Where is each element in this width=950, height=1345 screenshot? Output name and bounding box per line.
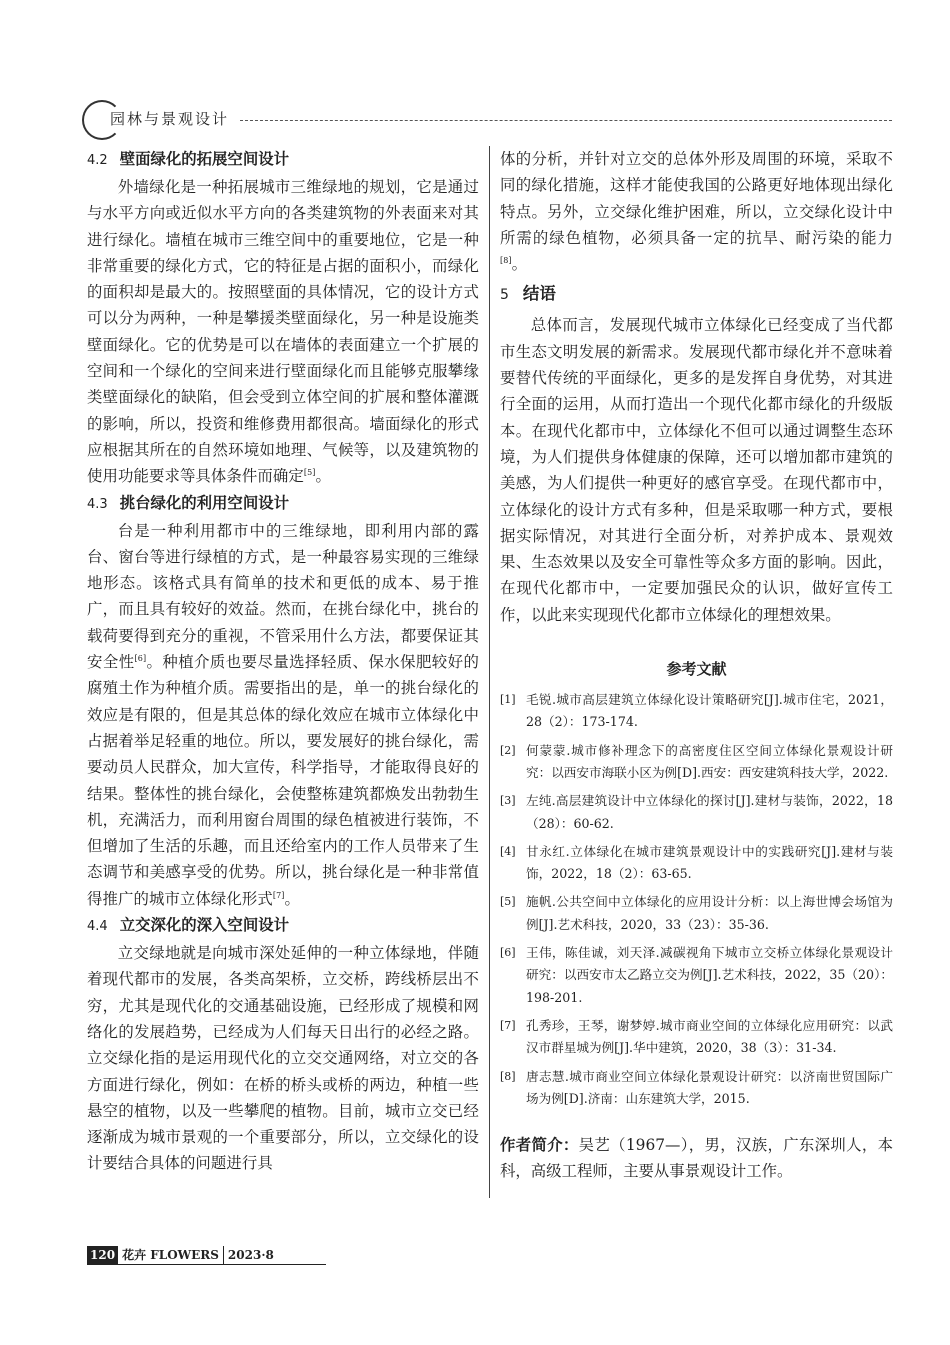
reference-item xyxy=(500,841,893,886)
references-title: 参考文献 xyxy=(666,660,727,679)
paragraph xyxy=(87,174,479,490)
reference-item xyxy=(500,740,893,785)
citation-mark: [8] xyxy=(500,256,512,266)
paragraph-end: 。 xyxy=(315,467,332,486)
reference-text: 唐志慧.城市商业空间立体绿化景观设计研究：以济南世贸国际广场为例[D].济南：山东建筑大学，2015. xyxy=(526,1068,893,1106)
paragraph-text: 外墙绿化是一种拓展城市三维绿地的规划，它是通过与水平方向或近似水平方向的各类建筑物的外表面来对其进行绿化。墙植在城市三维空间中的重要地位，它是一种非常重要的绿化方式，它的特征是占据的面积小，而绿化的面积却是最大的。按照壁面的具体情况，它的设计方式可以分为两种，一种是攀援类壁面绿化，另一种是设施类壁面绿化。它的优势是可以在墙体的表面建立一个扩展的空间和一个绿化的空间来进行壁面绿化而且能够克服攀缘类壁面绿化的缺陷，但会受到立体空间的扩展和整体灌溉的影响，所以，投资和维修费用都很高。墙面绿化的形式应根据其所在的自然环境如地理、气候等，以及建筑物的使用功能要求等具体条件而确定 xyxy=(87,178,479,486)
reference-text: 何蒙蒙.城市修补理念下的高密度住区空间立体绿化景观设计研究：以西安市海联小区为例[D].西安：西安建筑科技大学，2022. xyxy=(526,742,893,780)
reference-item xyxy=(500,689,893,734)
paragraph-end: 。 xyxy=(284,889,301,908)
paragraph-text: 台是一种利用都市中的三维绿地，即利用内部的露台、窗台等进行绿植的方式，是一种最容易实现的三维绿地形态。该格式具有简单的技术和更低的成本、易于推广，而且具有较好的效益。然而，在挑台绿化中，挑台的载荷要得到充分的重视，不管采用什么方法，都要保证其安全性 xyxy=(87,521,479,672)
section-number: 4.4 xyxy=(87,919,108,935)
reference-text: 毛锐.城市高层建筑立体绿化设计策略研究[J].城市住宅，2021，28（2）：173-174. xyxy=(526,692,893,730)
section-heading-5 xyxy=(500,277,893,312)
magazine-name: 花卉 FLOWERS xyxy=(118,1246,224,1264)
citation-mark: [6] xyxy=(134,653,147,663)
section-heading-4-3 xyxy=(87,490,479,518)
reference-number: [1] xyxy=(500,693,516,707)
reference-number: [7] xyxy=(500,1018,516,1032)
author-bio-text: 吴艺（1967—），男，汉族，广东深圳人，本科，高级工程师，主要从事景观设计工作。 xyxy=(500,1136,893,1181)
paragraph: 总体而言，发展现代城市立体绿化已经变成了当代都市生态文明发展的新需求。发展现代都市绿化并不意味着要替代传统的平面绿化，更多的是发挥自身优势，对其进行全面的运用，从而打造出一个现代化都市绿化的升级版本。在现代化都市中，立体绿化不但可以通过调整生态环境，为人们提供身体健康的保障，还可以增加都市建筑的美感，为人们提供一种更好的感官享受。在现代都市中，立体绿化的设计方式有多种，但是采取哪一种方式，要根据实际情况，对其进行全面分析，对养护成本、景观效果、生态效果以及安全可靠性等众多方面的影响。因此，在现代化都市中，一定要加强民众的认识，做好宣传工作，以此来实现现代化都市立体绿化的理想效果。 xyxy=(500,316,893,624)
reference-item xyxy=(500,891,893,936)
reference-item xyxy=(500,1015,893,1060)
section-heading-4-4 xyxy=(87,912,479,940)
paragraph-end: 。 xyxy=(511,255,528,274)
reference-item xyxy=(500,790,893,835)
citation-mark: [5] xyxy=(303,468,316,478)
reference-text: 左纯.高层建筑设计中立体绿化的探讨[J].建材与装饰，2022，18（28）：60-62. xyxy=(526,793,893,831)
reference-number: [4] xyxy=(500,844,516,858)
citation-mark: [7] xyxy=(272,890,285,900)
reference-text: 甘永红.立体绿化在城市建筑景观设计中的实践研究[J].建材与装饰，2022，18（2）：63-65. xyxy=(526,843,893,882)
reference-number: [6] xyxy=(500,946,516,960)
paragraph-text: 。种植介质也要尽量选择轻质、保水保肥较好的腐殖土作为种植介质。需要指出的是，单一的挑台绿化的效应是有限的，但是其总体的绿化效应在城市立体绿化中占据着举足轻重的地位。所以，要发展好的挑台绿化，需要动员人民群众，加大宣传，科学指导，才能取得良好的结果。整体性的挑台绿化，会使整栋建筑都焕发出勃勃生机，充满活力，而利用窗台周围的绿色植被进行装饰，不但增加了生活的乐趣，而且还给室内的工作人员带来了生态调节和美感享受的优势。所以，挑台绿化是一种非常值得推广的城市立体绿化形式 xyxy=(87,653,479,908)
section-title: 立交深化的深入空间设计 xyxy=(119,916,289,935)
footer-rule-tail xyxy=(278,1246,326,1264)
paragraph-text: 体的分析，并针对立交的总体外形及周围的环境，采取不同的绿化措施，这样才能使我国的公路更好地体现出绿化特点。另外，立交绿化维护困难，所以，立交绿化设计中所需的绿色植物，必须具备一定的抗旱、耐污染的能力 xyxy=(500,150,893,247)
paragraph: 立交绿地就是向城市深处延伸的一种立体绿地，伴随着现代都市的发展，各类高架桥，立交桥，跨线桥层出不穷，尤其是现代化的交通基础设施，已经形成了规模和网络化的发展趋势，已经成为人们每天日出行的必经之路。立交绿化指的是运用现代化的立交交通网络，对立交的各方面进行绿化，例如：在桥的桥头或桥的两边，种植一些悬空的植物，以及一些攀爬的植物。目前，城市立交已经逐渐成为城市景观的一个重要部分，所以，立交绿化的设计要结合具体的问题进行具 xyxy=(87,944,479,1173)
reference-number: [8] xyxy=(500,1069,516,1083)
right-column xyxy=(500,146,893,1184)
reference-number: [3] xyxy=(500,794,516,808)
section-number: 5 xyxy=(500,287,509,304)
column-title: 园林与景观设计 xyxy=(110,110,230,128)
section-title: 挑台绿化的利用空间设计 xyxy=(119,493,289,512)
page-header xyxy=(82,96,892,146)
section-heading-4-2 xyxy=(87,146,479,174)
section-number: 4.3 xyxy=(87,496,108,512)
section-title: 壁面绿化的拓展空间设计 xyxy=(119,150,289,168)
section-title: 结语 xyxy=(522,284,556,304)
page-number: 120 xyxy=(87,1246,118,1264)
paragraph xyxy=(87,518,479,912)
column-divider xyxy=(489,146,490,1198)
reference-item xyxy=(500,1066,893,1111)
header-dashed-rule xyxy=(240,120,892,121)
reference-text: 孔秀珍，王琴，谢梦婷.城市商业空间的立体绿化应用研究：以武汉市群星城为例[J].华中建筑，2020，38（3）：31-34. xyxy=(526,1017,893,1056)
author-bio xyxy=(500,1132,893,1184)
reference-number: [5] xyxy=(500,895,516,909)
paragraph-continued xyxy=(500,146,893,277)
author-bio-label: 作者简介： xyxy=(500,1136,579,1155)
reference-number: [2] xyxy=(500,743,516,757)
reference-text: 王伟，陈佳诚，刘天泽.减碳视角下城市立交桥立体绿化景观设计研究：以西安市太乙路立交为例[J].艺术科技，2022，35（20）：198-201. xyxy=(526,945,893,1005)
reference-text: 施帆.公共空间中立体绿化的应用设计分析：以上海世博会场馆为例[J].艺术科技，2020，33（23）：35-36. xyxy=(526,894,893,932)
section-number: 4.2 xyxy=(87,153,108,168)
references-list xyxy=(500,689,893,1110)
reference-item xyxy=(500,942,893,1009)
issue-label: 2023·8 xyxy=(227,1248,274,1262)
left-column xyxy=(87,146,479,1177)
page-footer xyxy=(87,1246,326,1265)
